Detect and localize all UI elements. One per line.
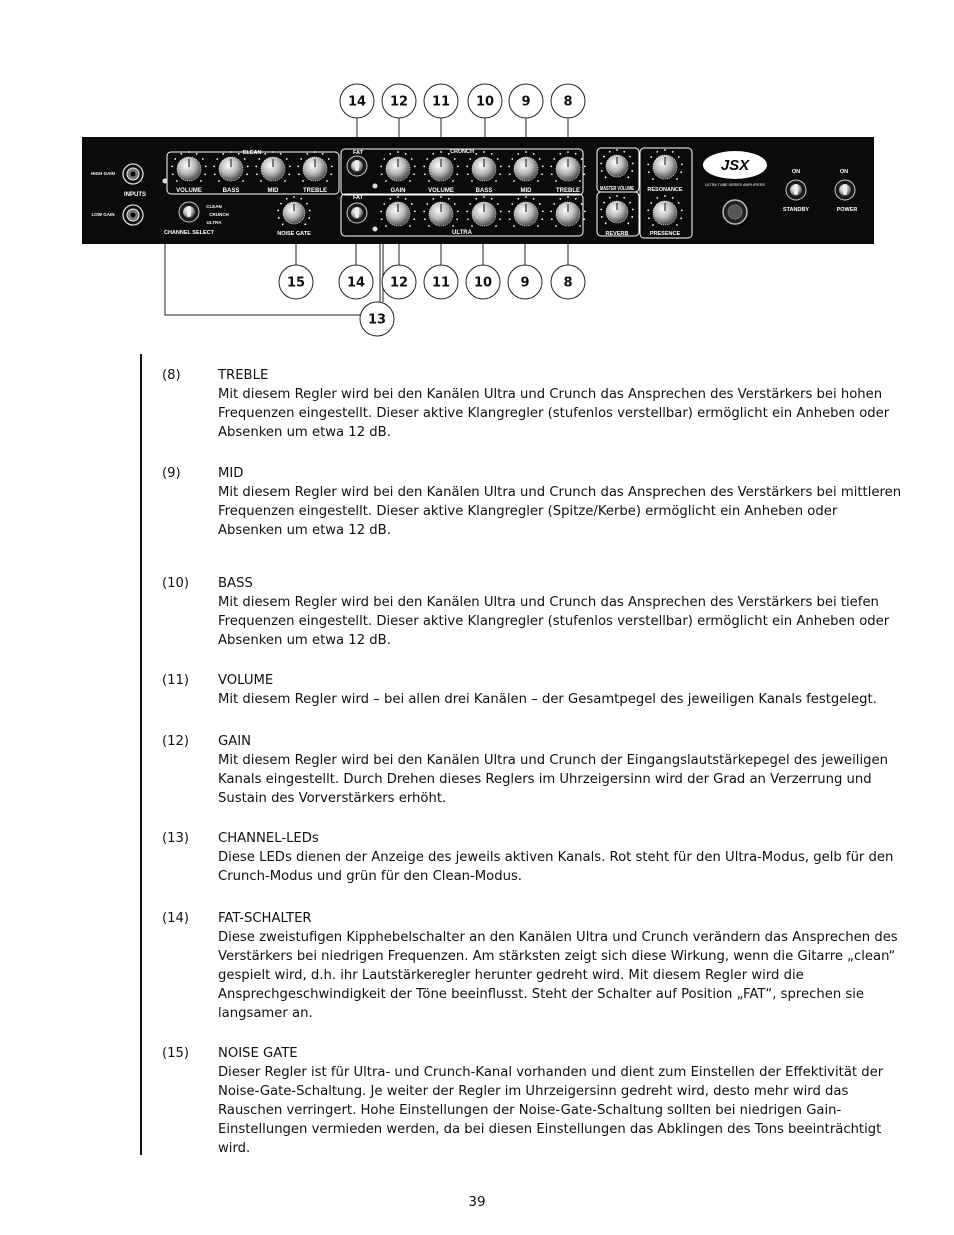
entry-body: [218, 829, 902, 886]
power-switch: [835, 180, 855, 200]
entry-number: (14): [162, 911, 190, 926]
entry-fat-schalter: [162, 909, 902, 1023]
entry-title: BASS: [218, 576, 253, 591]
svg-text:14: 14: [347, 94, 367, 110]
sidebar-rule: [140, 354, 142, 1155]
channel-option-crunch: CRUNCH: [209, 212, 229, 217]
entry-number: (9): [162, 466, 181, 481]
callout-top-12: [382, 84, 416, 118]
entry-body: [218, 732, 902, 808]
entry-description: Mit diesem Regler wird bei den Kanälen Ultra und Crunch das Ansprechen des Verstärkers bei hohen Frequenzen eingestellt. Dieser aktive Klangregler (stufenlos verstellbar) ermöglicht ein Anheben oder Absenken um etwa 12 dB.: [218, 387, 890, 440]
callout-bottom-8: [551, 265, 585, 299]
resonance-label: RESONANCE: [647, 187, 683, 193]
entry-bass: [162, 574, 902, 650]
crunch-mid-label: MID: [520, 188, 532, 194]
entry-title: NOISE GATE: [218, 1046, 298, 1061]
amp-panel-diagram: [0, 0, 954, 345]
entry-title: MID: [218, 466, 244, 481]
callout-13: [360, 302, 394, 336]
callout-bottom-11: [424, 265, 458, 299]
low-gain-label: LOW GAIN: [91, 212, 115, 217]
power-on-label: ON: [839, 169, 849, 175]
entry-body: [218, 909, 902, 1023]
svg-text:8: 8: [563, 94, 573, 110]
entry-body: [218, 1044, 902, 1158]
entry-body: [218, 464, 902, 540]
svg-text:12: 12: [389, 94, 409, 110]
clean-bass-label: BASS: [222, 188, 240, 194]
svg-text:9: 9: [521, 94, 531, 110]
channel-option-ultra: ULTRA: [206, 220, 222, 225]
entry-number: (15): [162, 1046, 190, 1061]
standby-label: STANDBY: [782, 207, 810, 213]
entry-description: Mit diesem Regler wird bei den Kanälen Ultra und Crunch der Eingangslautstärkepegel des jeweiligen Kanals eingestellt. Durch Drehen dieses Reglers im Uhrzeigersinn wird der Grad an Verzerrung und Sustain des Vorverstärkers erhöht.: [218, 753, 888, 806]
svg-text:10: 10: [473, 275, 493, 291]
entry-number: (11): [162, 673, 190, 688]
fat-label-bottom: FAT: [353, 195, 363, 201]
callout-top-10: [468, 84, 502, 118]
noise-gate-label: NOISE GATE: [277, 231, 311, 237]
inputs-label: INPUTS: [123, 192, 147, 198]
entry-gain: [162, 732, 902, 808]
entry-channel-leds: [162, 829, 902, 886]
crunch-bass-label: BASS: [475, 188, 493, 194]
ultra-label: ULTRA: [452, 230, 472, 236]
low-gain-input-jack: [123, 205, 143, 225]
entry-title: CHANNEL-LEDs: [218, 831, 319, 846]
callout-bottom-15: [279, 265, 313, 299]
svg-text:8: 8: [563, 275, 573, 291]
channel-led: [373, 227, 378, 232]
crunch-label: CRUNCH: [450, 149, 474, 155]
svg-text:13: 13: [367, 312, 387, 328]
reverb-label: REVERB: [605, 231, 629, 237]
entry-mid: [162, 464, 902, 540]
svg-text:11: 11: [431, 94, 451, 110]
footswitch-jack: [723, 200, 747, 224]
entry-number: (12): [162, 734, 190, 749]
crunch-treble-label: TREBLE: [556, 188, 580, 194]
entry-number: (8): [162, 368, 181, 383]
channel-select-switch: [179, 202, 199, 222]
channel-option-clean: CLEAN: [206, 204, 222, 209]
entry-volume: [162, 671, 902, 709]
page-number: 39: [468, 1194, 486, 1210]
clean-mid-label: MID: [267, 188, 279, 194]
entry-body: [218, 366, 902, 442]
callout-bottom-9: [508, 265, 542, 299]
channel-select-label: CHANNEL SELECT: [163, 230, 215, 236]
entry-treble: [162, 366, 902, 442]
entry-title: FAT-SCHALTER: [218, 911, 312, 926]
entry-body: [218, 574, 902, 650]
entry-noise-gate: [162, 1044, 902, 1158]
clean-volume-label: VOLUME: [176, 188, 202, 194]
callout-top-9: [509, 84, 543, 118]
crunch-volume-label: VOLUME: [428, 188, 454, 194]
callout-bottom-12: [382, 265, 416, 299]
entry-title: TREBLE: [218, 368, 269, 383]
svg-text:9: 9: [520, 275, 530, 291]
svg-text:15: 15: [286, 275, 306, 291]
clean-treble-label: TREBLE: [303, 188, 327, 194]
standby-on-label: ON: [791, 169, 801, 175]
high-gain-input-jack: [123, 164, 143, 184]
entry-description: Diese zweistufigen Kipphebelschalter an den Kanälen Ultra und Crunch verändern das Ansprechen des Verstärkers bei niedrigen Frequenzen. Am stärksten zeigt sich diese Wirkung, wenn die Gitarre „clean“ gespielt wird, d.h. ihr Lautstärkeregler herunter gedreht wird. Mit diesem Regler wird die Ansprechgeschwindigkeit der Töne beeinflusst. Steht der Schalter auf Position „FAT“, sprechen sie langsamer an.: [218, 930, 898, 1021]
logo-subtitle: ULTRA TUBE SERIES AMPLIFIERS: [705, 182, 766, 187]
entry-description: Diese LEDs dienen der Anzeige des jeweils aktiven Kanals. Rot steht für den Ultra-Modus, gelb für den Crunch-Modus und grün für den Clean-Modus.: [218, 850, 894, 884]
svg-text:10: 10: [475, 94, 495, 110]
entry-body: [218, 671, 902, 709]
fat-switch-ultra: [347, 203, 367, 223]
master-volume-label: MASTER VOLUME: [600, 186, 635, 192]
fat-switch-crunch: [347, 156, 367, 176]
callout-top-14: [340, 84, 374, 118]
channel-led: [373, 184, 378, 189]
presence-label: PRESENCE: [649, 231, 681, 237]
fat-label-top: FAT: [353, 150, 363, 156]
callout-top-11: [424, 84, 458, 118]
clean-led: [163, 179, 168, 184]
entry-description: Mit diesem Regler wird bei den Kanälen Ultra und Crunch das Ansprechen des Verstärkers bei tiefen Frequenzen eingestellt. Dieser aktive Klangregler (stufenlos verstellbar) ermöglicht ein Anheben oder Absenken um etwa 12 dB.: [218, 595, 890, 648]
svg-text:12: 12: [389, 275, 409, 291]
entry-number: (13): [162, 831, 190, 846]
jsx-logo-text: JSX: [720, 157, 750, 174]
svg-text:14: 14: [346, 275, 366, 291]
svg-text:11: 11: [431, 275, 451, 291]
crunch-gain-label: GAIN: [390, 188, 406, 194]
power-label: POWER: [836, 207, 858, 213]
entry-description: Mit diesem Regler wird – bei allen drei Kanälen – der Gesamtpegel des jeweiligen Kanals festgelegt.: [218, 692, 877, 707]
entry-title: GAIN: [218, 734, 251, 749]
callout-top-8: [551, 84, 585, 118]
entry-description: Dieser Regler ist für Ultra- und Crunch-Kanal vorhanden und dient zum Einstellen der Effektivität der Noise-Gate-Schaltung. Je weiter der Regler im Uhrzeigersinn gedreht wird, desto mehr wird das Rauschen verringert. Hohe Einstellungen der Noise-Gate-Schaltung sollten bei niedrigen Gain-Einstellungen vermieden werden, da bei diesen Einstellungen das Abklingen des Tons beeinträchtigt wird.: [218, 1065, 884, 1156]
entry-description: Mit diesem Regler wird bei den Kanälen Ultra und Crunch das Ansprechen des Verstärkers bei mittleren Frequenzen eingestellt. Dieser aktive Klangregler (Spitze/Kerbe) ermöglicht ein Anheben oder Absenken um etwa 12 dB.: [218, 485, 902, 538]
standby-switch: [786, 180, 806, 200]
callout-bottom-14: [339, 265, 373, 299]
entry-number: (10): [162, 576, 190, 591]
callout-bottom-10: [466, 265, 500, 299]
high-gain-label: HIGH GAIN: [91, 171, 115, 176]
clean-label: CLEAN: [242, 150, 262, 156]
entry-title: VOLUME: [218, 673, 274, 688]
